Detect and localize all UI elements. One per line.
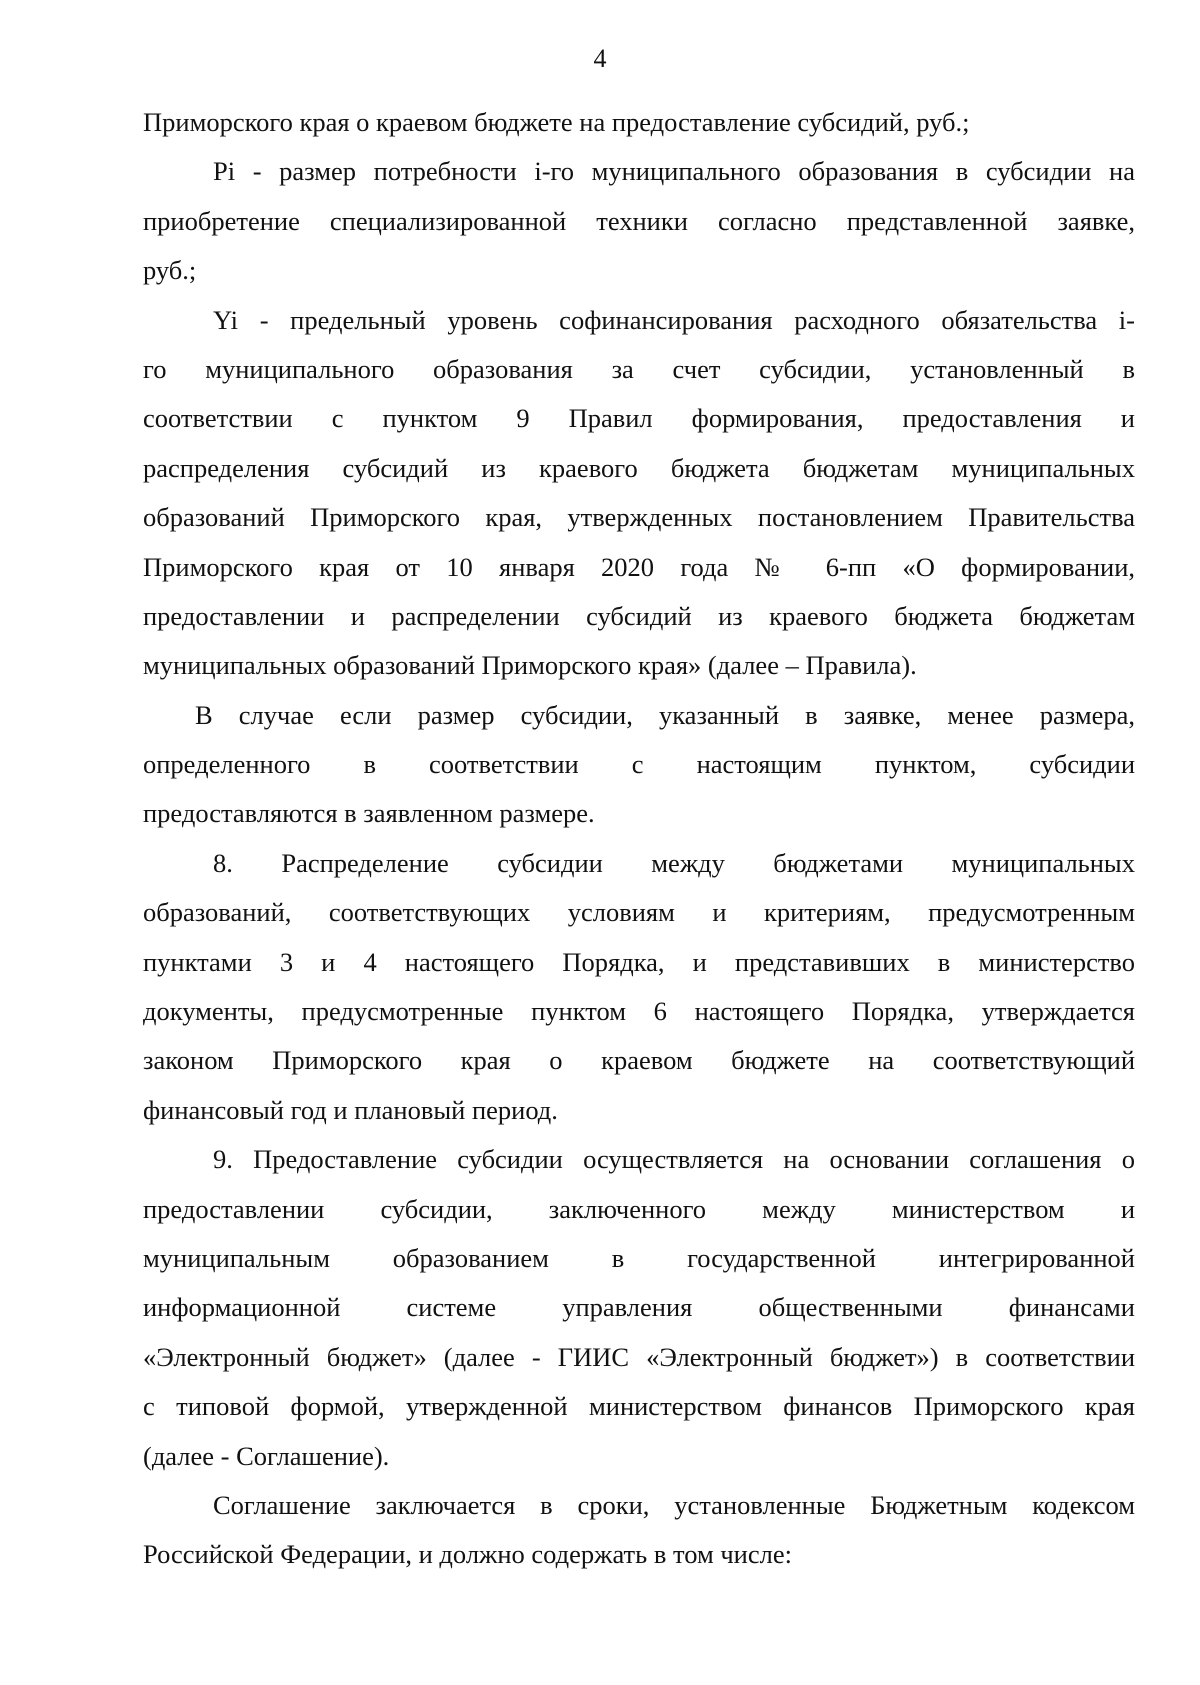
text-line: Приморского края о краевом бюджете на предоставление субсидий, руб.; [143,107,970,137]
page-number: 4 [593,44,607,73]
text-line: распределения субсидий из краевого бюджета бюджетам муниципальных [143,452,1135,483]
text-line: документы, предусмотренные пунктом 6 настоящего Порядка, утверждается [143,996,1135,1027]
document-body [143,98,1135,1580]
text-line: определенного в соответствии с настоящим пунктом, субсидии [143,749,1135,780]
text-line: предоставлении субсидии, заключенного между министерством и [143,1193,1135,1224]
text-line: предоставляются в заявленном размере. [143,798,595,829]
text-line: Yi - предельный уровень софинансирования расходного обязательства i- [213,304,1135,335]
text-line: 9. Предоставление субсидии осуществляется на основании соглашения о [213,1144,1135,1175]
text-line: с типовой формой, утвержденной министерством финансов Приморского края [143,1391,1135,1422]
text-line: муниципальных образований Приморского края» (далее – Правила). [143,650,917,681]
text-line: образований, соответствующих условиям и критериям, предусмотренным [143,897,1135,928]
text-line: информационной системе управления общественными финансами [143,1292,1135,1323]
text-line: Российской Федерации, и должно содержать в том числе: [143,1539,792,1570]
text-line: Pi - размер потребности i-го муниципального образования в субсидии на [213,156,1135,187]
text-line: Приморского края от 10 января 2020 года № 6-пп «О формировании, [143,551,1135,582]
text-line: финансовый год и плановый период. [143,1094,558,1125]
text-line: 8. Распределение субсидии между бюджетами муниципальных [213,847,1135,878]
text-line: муниципальным образованием в государственной интегрированной [143,1242,1135,1273]
text-line: пунктами 3 и 4 настоящего Порядка, и представивших в министерство [143,946,1135,977]
text-line: соответствии с пунктом 9 Правил формирования, предоставления и [143,403,1135,434]
text-line: го муниципального образования за счет субсидии, установленный в [143,353,1135,384]
text-line: законом Приморского края о краевом бюджете на соответствующий [143,1045,1135,1076]
text-line: «Электронный бюджет» (далее - ГИИС «Электронный бюджет») в соответствии [143,1341,1135,1372]
text-line: Соглашение заключается в сроки, установленные Бюджетным кодексом [213,1489,1135,1520]
text-line: В случае если размер субсидии, указанный в заявке, менее размера, [195,699,1135,730]
text-line: образований Приморского края, утвержденных постановлением Правительства [143,502,1135,533]
text-line: предоставлении и распределении субсидий из краевого бюджета бюджетам [143,600,1135,631]
text-line: (далее - Соглашение). [143,1440,390,1471]
text-line: руб.; [143,255,197,286]
text-line: приобретение специализированной техники согласно представленной заявке, [143,205,1135,236]
